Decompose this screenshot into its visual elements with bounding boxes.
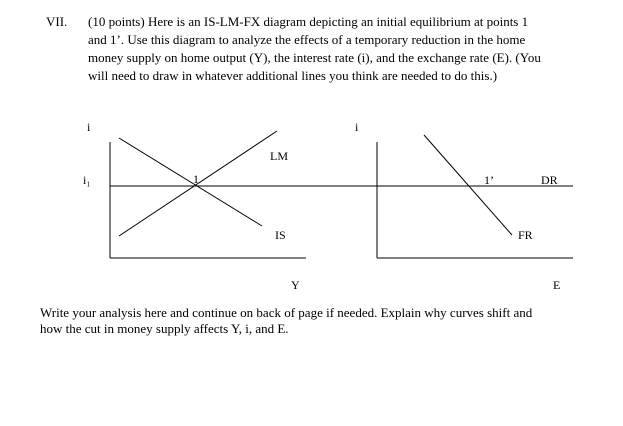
dr-label: DR	[541, 173, 558, 187]
lm-label: LM	[270, 149, 288, 163]
point-1-prime-label: 1’	[484, 173, 494, 187]
answer-prompt-line: how the cut in money supply affects Y, i, and E.	[40, 321, 289, 336]
is-label: IS	[275, 228, 286, 242]
answer-prompt-line: Write your analysis here and continue on back of page if needed. Explain why curves shift and	[40, 305, 533, 320]
question-text-line: and 1’. Use this diagram to analyze the effects of a temporary reduction in the home	[88, 32, 526, 47]
right-x-label: E	[553, 278, 561, 292]
question-text-line: will need to draw in whatever additional lines you think are needed to do this.)	[88, 68, 498, 83]
question-number: VII.	[46, 14, 68, 29]
question-text-line: (10 points) Here is an IS-LM-FX diagram depicting an initial equilibrium at points 1	[88, 14, 529, 29]
fr-label: FR	[518, 228, 533, 242]
fr-curve	[424, 135, 512, 235]
left-axis-label: i	[87, 120, 91, 134]
left-x-label: Y	[291, 278, 300, 292]
equilibrium-rate-label: i₁	[83, 173, 91, 187]
question-text-line: money supply on home output (Y), the interest rate (i), and the exchange rate (E). (You	[88, 50, 541, 65]
right-axis-label: i	[355, 120, 359, 134]
point-1-label: 1	[193, 172, 199, 186]
is-curve	[119, 138, 262, 226]
